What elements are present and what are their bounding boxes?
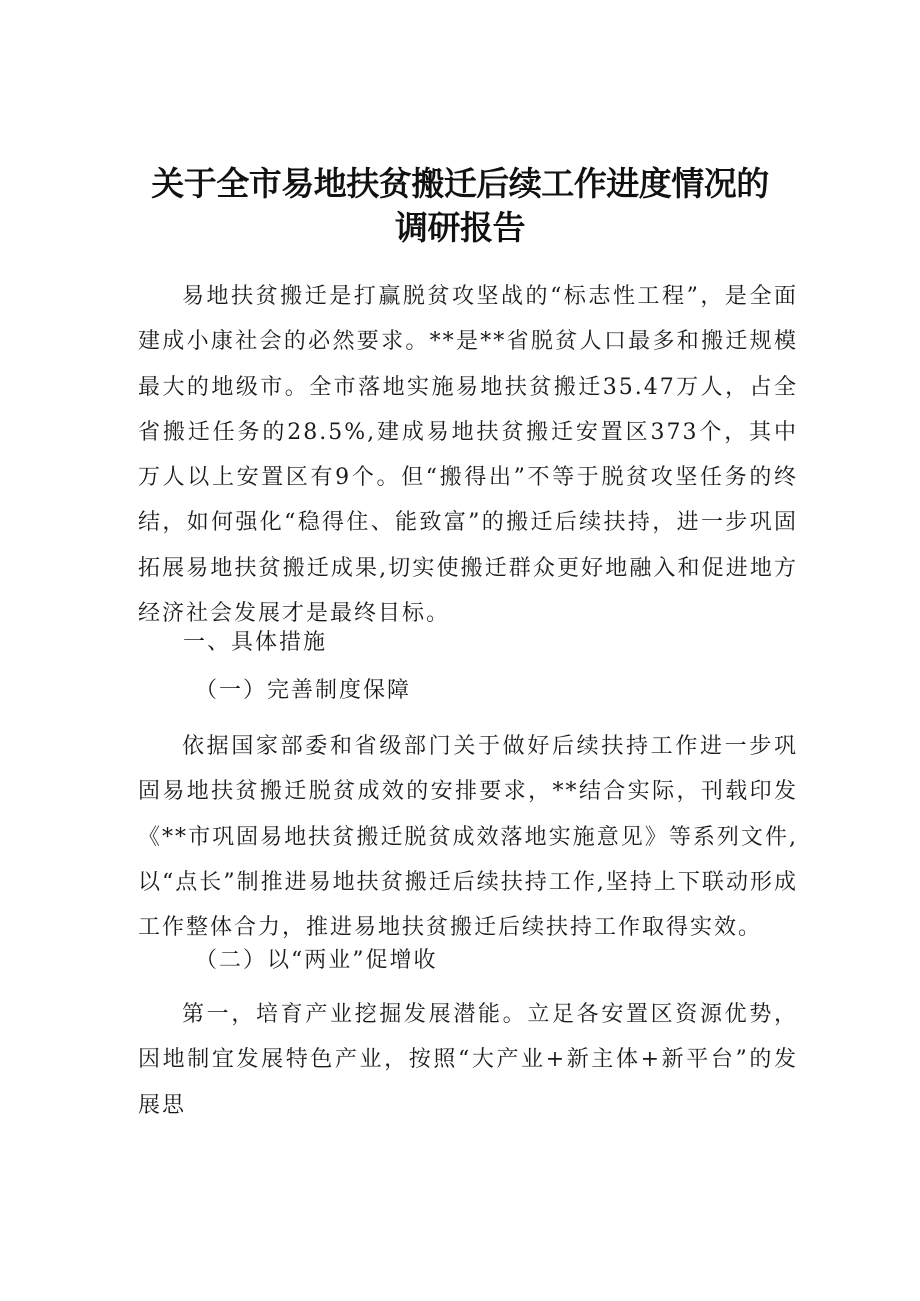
section-heading-measures: 一、具体措施 [183,630,328,655]
institution-paragraph: 依据国家部委和省级部门关于做好后续扶持工作进一步巩固易地扶贫搬迁脱贫成效的安排要求，**结合实际，刊载印发《**市巩固易地扶贫搬迁脱贫成效落地实施意见》等系列文件,以“点长”制推进易地扶贫搬迁后续扶持工作,坚持上下联动形成工作整体合力，推进易地扶贫搬迁后续扶持工作取得实效。 [138,734,798,941]
subsection-heading-income: （二）以“两业”促增收 [195,948,438,973]
intro-paragraph: 易地扶贫搬迁是打赢脱贫攻坚战的“标志性工程”，是全面建成小康社会的必然要求。**是**省脱贫人口最多和搬迁规模最大的地级市。全市落地实施易地扶贫搬迁35.47万人，占全省搬迁任务的28.5%,建成易地扶贫搬迁安置区373个，其中万人以上安置区有9个。但“搬得出”不等于脱贫攻坚任务的终结，如何强化“稳得住、能致富”的搬迁后续扶持，进一步巩固拓展易地扶贫搬迁成果,切实使搬迁群众更好地融入和促进地方经济社会发展才是最终目标。 [138,284,798,627]
industry-paragraph: 第一，培育产业挖掘发展潜能。立足各安置区资源优势，因地制宜发展特色产业，按照“大产业+新主体+新平台”的发展思 [138,1002,798,1118]
document-title: 关于全市易地扶贫搬迁后续工作进度情况的调研报告 [151,164,769,247]
subsection-heading-institution: （一）完善制度保障 [195,678,412,703]
